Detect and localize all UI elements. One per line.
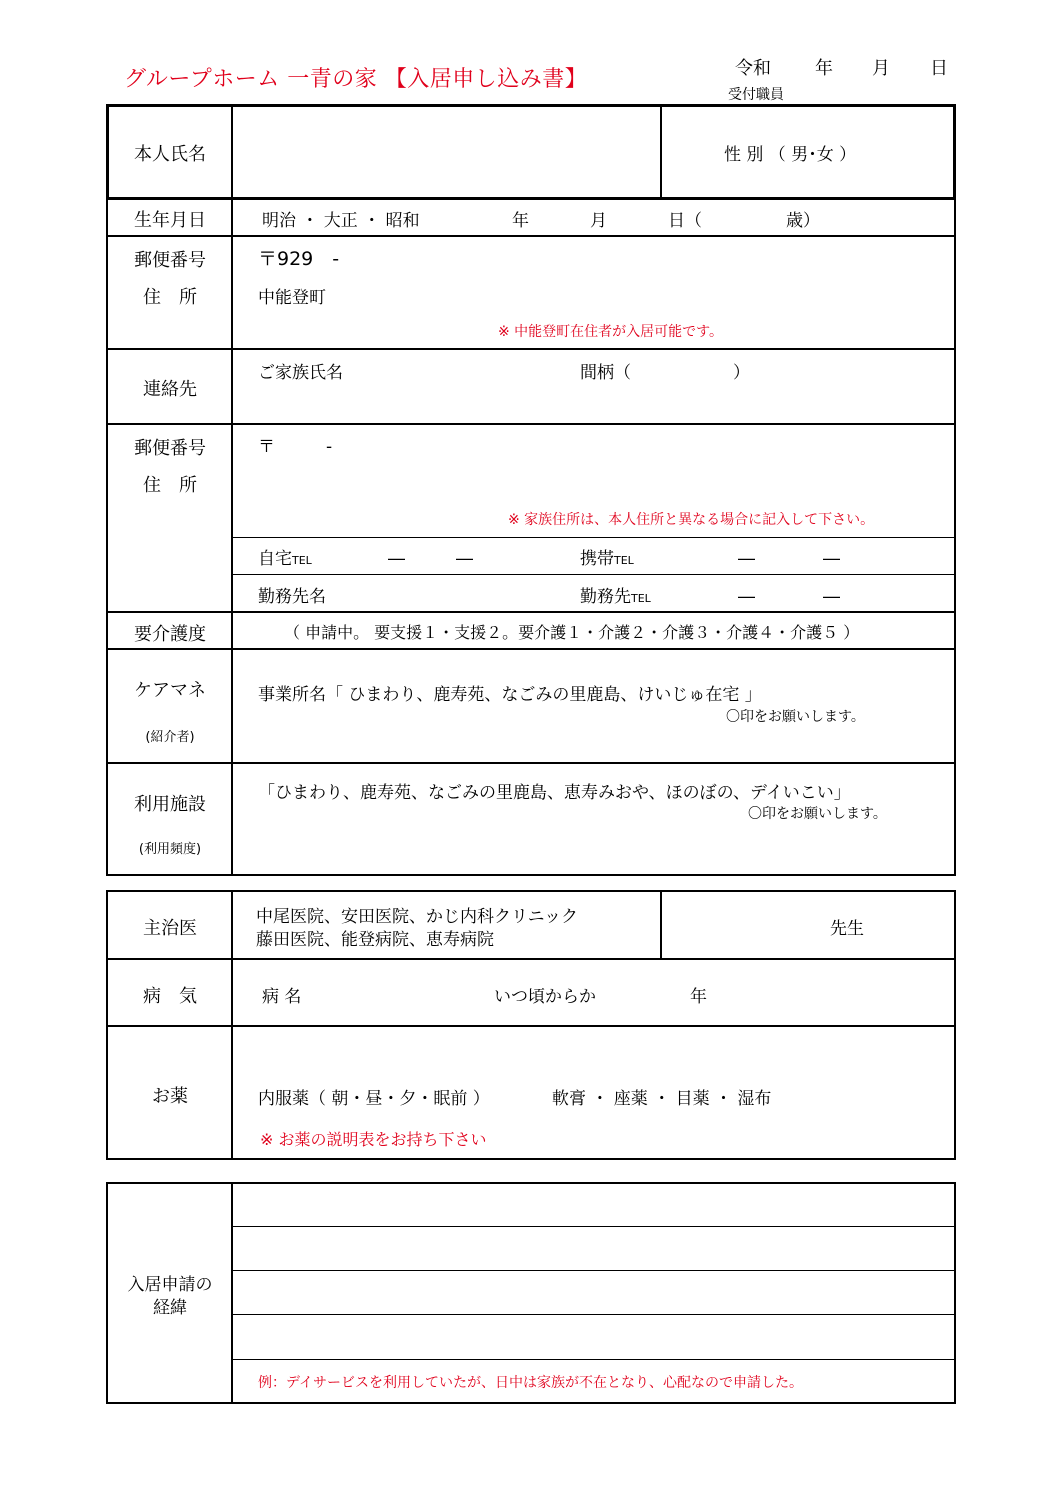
home-tel-field[interactable]: ― ―: [388, 549, 473, 569]
address-label: 住 所: [143, 287, 197, 308]
mobile-tel-label: 携帯TEL: [580, 549, 634, 569]
facility-label: 利用施設: [134, 794, 206, 815]
reason-label-1: 入居申請の: [127, 1275, 213, 1295]
birth-day: 日（: [668, 211, 702, 231]
caremanager-sub: (紹介者): [145, 730, 195, 745]
reason-example: 例：デイサービスを利用していたが、日中は家族が不在となり、心配なので申請した。: [258, 1375, 804, 1391]
date-era: 令和: [735, 58, 771, 79]
reason-label-2: 経緯: [153, 1298, 187, 1318]
facility-sub: (利用頻度): [138, 842, 202, 857]
internal-medicine-options[interactable]: 内服薬（ 朝・昼・夕・眠前 ）: [258, 1089, 490, 1109]
medicine-note: ※ お薬の説明表をお持ち下さい: [260, 1130, 487, 1149]
birth-label: 生年月日: [134, 210, 206, 231]
caremanager-label: ケアマネ: [134, 680, 206, 701]
care-level-options[interactable]: （ 申請中。 要支援１・支援２。要介護１・介護２・介護３・介護４・介護５ ）: [284, 623, 860, 642]
clinic-options-2[interactable]: 藤田医院、能登病院、恵寿病院: [256, 930, 494, 950]
family-postal-field[interactable]: 〒 -: [258, 437, 333, 457]
clinic-options-1[interactable]: 中尾医院、安田医院、かじ内科クリニック: [256, 907, 578, 927]
reason-field[interactable]: [236, 1186, 952, 1356]
family-address-label: 住 所: [143, 475, 197, 496]
address-note: ※ 中能登町在住者が入居可能です。: [498, 324, 724, 340]
illness-since-year: 年: [690, 987, 707, 1007]
date-year: 年: [815, 58, 833, 79]
illness-name-field[interactable]: 病 名: [262, 987, 302, 1007]
facility-options[interactable]: 「ひまわり、鹿寿苑、なごみの里鹿島、恵寿みおや、ほのぼの、デイいこい」: [258, 783, 851, 803]
doctor-name-suffix: 先生: [830, 919, 864, 939]
birth-age: 歳）: [786, 211, 820, 231]
work-tel-field[interactable]: ― ―: [738, 587, 840, 607]
applicant-section: [106, 104, 956, 876]
circle-note-2: 〇印をお願いします。: [748, 806, 887, 822]
page-title: グループホーム 一青の家 【入居申し込み書】: [124, 67, 588, 92]
illness-label: 病 気: [143, 986, 197, 1007]
illness-since-field[interactable]: いつ頃からか: [494, 987, 596, 1007]
family-name-field[interactable]: ご家族氏名: [258, 363, 343, 383]
birth-eras[interactable]: 明治 ・ 大正 ・ 昭和: [262, 211, 420, 231]
postal-field[interactable]: 〒929 -: [258, 248, 340, 270]
birth-month: 月: [590, 211, 607, 231]
date-day: 日: [930, 58, 948, 79]
gender-field[interactable]: 性 別 （ 男･女 ）: [724, 145, 857, 165]
home-tel-label: 自宅TEL: [258, 549, 312, 569]
external-medicine-options[interactable]: 軟膏 ・ 座薬 ・ 目薬 ・ 湿布: [552, 1089, 772, 1109]
birth-year: 年: [512, 211, 529, 231]
date-month: 月: [872, 58, 890, 79]
name-label: 本人氏名: [134, 144, 206, 165]
mobile-tel-field[interactable]: ― ―: [738, 549, 840, 569]
contact-label: 連絡先: [143, 379, 197, 400]
relation-field[interactable]: 間柄（ ）: [580, 363, 750, 383]
work-tel-label: 勤務先TEL: [580, 587, 651, 607]
doctor-label: 主治医: [143, 918, 197, 939]
reception-staff: 受付職員: [728, 87, 784, 103]
name-field[interactable]: [240, 110, 654, 194]
postal-label: 郵便番号: [134, 250, 206, 271]
family-address-note: ※ 家族住所は、本人住所と異なる場合に記入して下さい。: [508, 512, 875, 528]
family-postal-label: 郵便番号: [134, 438, 206, 459]
office-options[interactable]: 事業所名「 ひまわり、鹿寿苑、なごみの里鹿島、けいじゅ在宅 」: [258, 685, 762, 705]
workplace-field[interactable]: 勤務先名: [258, 587, 326, 607]
address-field[interactable]: 中能登町: [258, 288, 326, 308]
circle-note-1: 〇印をお願いします。: [726, 709, 865, 725]
medicine-label: お薬: [152, 1086, 188, 1107]
care-level-label: 要介護度: [134, 624, 206, 645]
